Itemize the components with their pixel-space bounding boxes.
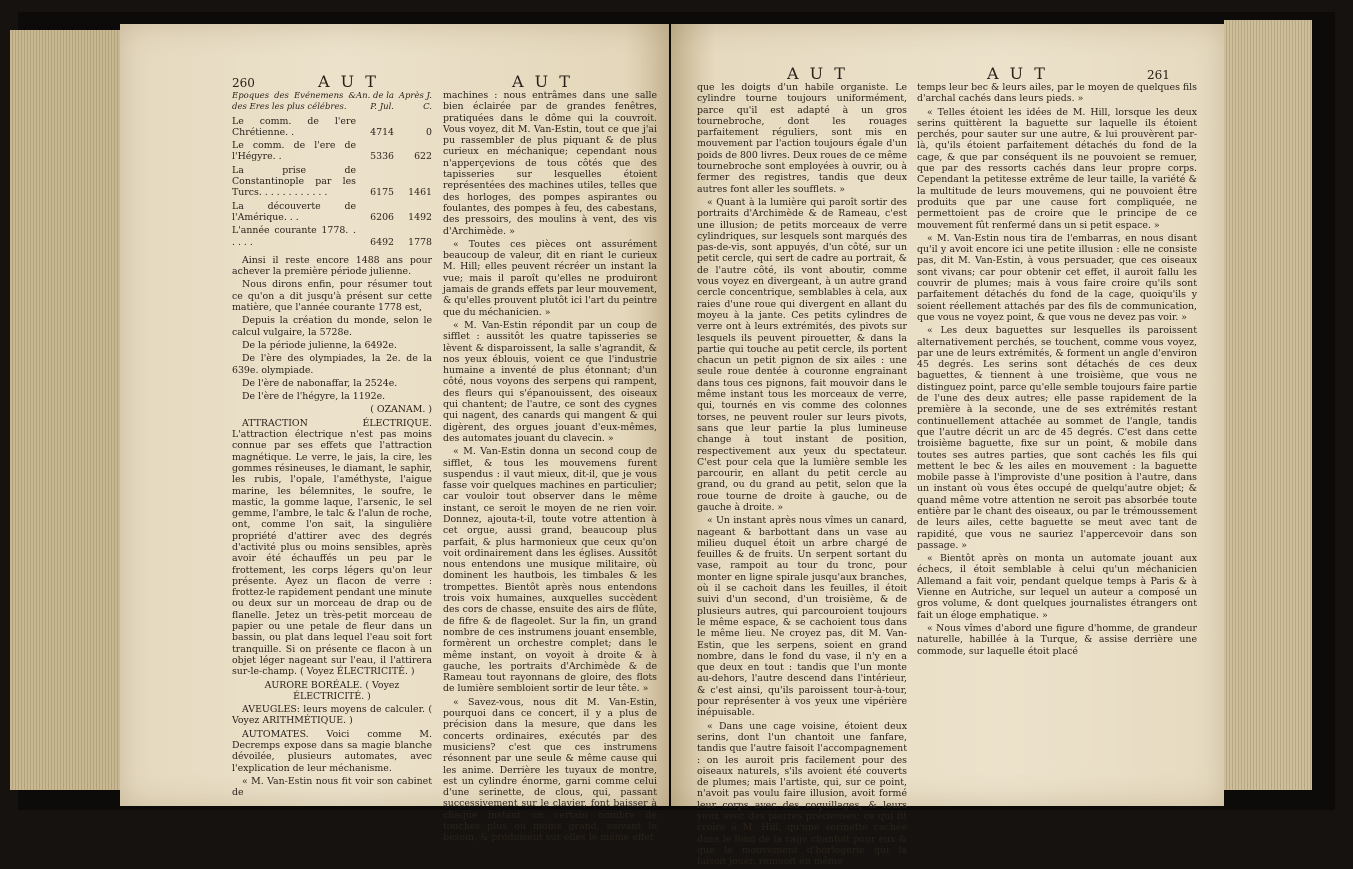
paragraph: « M. Van-Estin donna un second coup de sifflet, & tous les mouvemens furent suspendus : il vaut mieux, dit-il, que je vous fasse voir quelques machines en particulier; car vouloir tout observer dans le même instant, ce seroit le moyen de ne rien voir. Donnez, ajouta-t-il, toute votre attention à cet orgue, aussi grand, beaucoup plus parfait, & plus harmonieux que ceux qu'on voit ordinairement dans les églises. Aussitôt nous entendons une musique militaire, où dominent les hautbois, les timbales & les trompettes. Bientôt après nous entendons trois voix humaines, auxquelles succèdent des cors de chasse, ensuite des airs de flûte, de fifre & de flageolet. Sur la fin, un grand nombre de ces instrumens jouant ensemble, formèrent un orchestre complet; dans le même instant, on voyoit à droite & à gauche, les portraits d'Archimède & de Rameau tout rayonnans de gloire, des flots de lumière sembloient sortir de leur tête. » <box>443 446 657 695</box>
left-page-edges <box>10 30 120 790</box>
table-row: Le comm. de l'ere Chrétienne. . 4714 0 <box>232 115 432 138</box>
left-column-2 <box>443 90 657 846</box>
paragraph: De l'ère de l'hégyre, la 1192e. <box>242 391 386 403</box>
table-row: La prise de Constantinople par les Turcs. . . . . . . . . . . . 6175 1461 <box>232 164 432 199</box>
running-header-center: A U T <box>787 64 848 83</box>
entry-automates: AUTOMATES. Voici comme M. Decremps expose dans sa magie blanche dévoilée, plusieurs automates, avec l'explication de leur méchanisme. <box>232 728 432 774</box>
paragraph: « Dans une cage voisine, étoient deux serins, dont l'un chantoit une fanfare, tandis que l'autre faisoit l'accompagnement : on les auroit pris facilement pour des oiseaux naturels, s'ils avoient été couverts de plumes; mais l'artiste, qui, sur ce point, n'avoit pas voulu faire illusion, avoit formé leur corps avec des coquillages, & leurs yeux avec des pierres précieuses; ce qui fit croire à M. Hill, qu'une serinette cachée dans le fond de la cage chantoit pour eux & que le mouvement d'horlogerie qui la faisoit jouer, remuoit en même <box>697 720 907 868</box>
running-header: A U T <box>318 72 379 91</box>
attribution: ( OZANAM. ) <box>370 404 432 416</box>
table-row: L'année courante 1778. . . . . . 6492 1778 <box>232 225 432 248</box>
paragraph: machines : nous entrâmes dans une salle bien éclairée par de grandes fenêtres, pratiquées dans le dôme qui la couvroit. Vous voyez, dit M. Van-Estin, tout ce que j'ai pu rassembler de plus piquant & de plus curieux en méchanique; cependant nous n'apperçevions de tous côtés que des tapisseries sur lesquelles étoient représentées des machines utiles, telles que des horloges, des pompes aspirantes ou foulantes, des pompes à feu, des cabestans, des pressoirs, des moulins à vent, des vis d'Archimède. » <box>443 90 657 237</box>
paragraph: De l'ère de nabonaffar, la 2524e. <box>242 377 398 389</box>
paragraph: « Un instant après nous vîmes un canard, nageant & barbottant dans un vase au milieu duquel étoit un arbre chargé de feuilles & de fruits. Un serpent sortant du vase, rampoit au tour du tronc, pour monter en ligne spirale jusqu'aux branches, où il se cachoit dans les feuilles, il étoit suivi d'un second, d'un troisième, & de plusieurs autres, qui parcouroient toujours le même espace, & se cachoient tous dans le même lieu. Ne croyez pas, dit M. Van-Estin, que les serpens, soient en grand nombre, dans le fond du vase, il n'y en a que deux en tout : tandis que l'un monte au-dehors, l'autre descend dans l'intérieur, & c'est ainsi, qu'ils paroissent tour-à-tour, pour représenter à vos yeux une vipérière inépuisable. <box>697 515 907 719</box>
running-header-center: A U T <box>512 72 573 91</box>
entry-aveugles: AVEUGLES: leurs moyens de calculer. ( Voyez ARITHMÉTIQUE. ) <box>232 704 432 727</box>
left-page <box>120 24 669 844</box>
page-number: 260 <box>232 76 255 90</box>
right-column-2 <box>917 82 1197 659</box>
right-page <box>671 24 1224 868</box>
table-header: Après J. C. <box>398 91 432 113</box>
left-column-1 <box>232 90 432 801</box>
right-column-1 <box>697 82 907 869</box>
paragraph: « Telles étoient les idées de M. Hill, lorsque les deux serins quittèrent la baguette sur laquelle ils étoient perchés, pour sauter sur une autre, & lui prouvèrent par-là, qu'ils étoient parfaitement détachés du fond de la cage, & que par conséquent ils ne pouvoient se remuer, que par des ressorts cachés dans leur propre corps. Cependant la petitesse extrême de leur taille, la variété & la multitude de leurs mouvemens, qui ne pouvoient être produits que par une cause fort compliquée, ne permettoient pas de croire que le principe de ce mouvement fût renfermé dans un si petit espace. » <box>917 106 1197 231</box>
paragraph: Depuis la création du monde, selon le calcul vulgaire, la 5728e. <box>232 315 432 338</box>
paragraph: « Nous vîmes d'abord une figure d'homme, de grandeur naturelle, habillée à la Turque, & assise derrière une commode, sur laquelle étoit placé <box>917 622 1197 657</box>
table-header: An. de la P. Jul. <box>356 91 394 113</box>
chronology-table <box>232 90 432 249</box>
paragraph: De l'ère des olympiades, la 2e. de la 639e. olympiade. <box>232 353 432 376</box>
paragraph: Ainsi il reste encore 1488 ans pour achever la première période julienne. <box>232 254 432 278</box>
paragraph: « Bientôt après on monta un automate jouant aux échecs, il étoit semblable à celui qu'un méchanicien Allemand a fait voir, pendant quelque temps à Paris & à Vienne en Autriche, sur lequel un auteur a composé un gros volume, & dont quelques journalistes étrangers ont fait un éloge emphatique. » <box>917 553 1197 621</box>
paragraph: « Toutes ces pièces ont assurément beaucoup de valeur, dit en riant le curieux M. Hill; elles peuvent récréer un instant la vue; mais il paroît qu'elles ne produiront jamais de grands effets par leur mouvement, & qu'elles prouvent plutôt ici l'art du peintre que du méchanicien. » <box>443 238 657 318</box>
paragraph: « M. Van-Estin nous fit voir son cabinet de <box>232 775 432 799</box>
paragraph: temps leur bec & leurs ailes, par le moyen de quelques fils d'archal cachés dans leurs pieds. » <box>917 82 1197 105</box>
paragraph: que les doigts d'un habile organiste. Le cylindre tourne toujours uniformément, parce qu'il est adapté à un gros tournebroche, dont les rouages parfaitement réguliers, sont mis en mouvement par l'action toujours égale d'un poids de 800 livres. Deux roues de ce même tournebroche sont employées à ouvrir, ou à fermer des registres, tandis que deux autres font aller les soufflets. » <box>697 82 907 195</box>
table-header: Epoques des Evénemens & des Eres les plus célébres. <box>232 91 356 113</box>
table-row: La découverte de l'Amérique. . . 6206 1492 <box>232 200 432 223</box>
paragraph: Nous dirons enfin, pour résumer tout ce qu'on a dit jusqu'à présent sur cette matière, que l'année courante 1778 est, <box>232 279 432 314</box>
page-number: 261 <box>1147 68 1170 82</box>
table-row: Le comm. de l'ere de l'Hégyre. . 5336 622 <box>232 140 432 163</box>
entry-attraction: ATTRACTION ÉLECTRIQUE. L'attraction électrique n'est pas moins connue par ses effets que l'attraction magnétique. Le verre, le jais, la cire, les gommes résineuses, le diamant, le saphir, les rubis, l'opale, l'améthyste, l'aigue marine, les bélemnites, le soufre, le mastic, la gomme laque, l'arsenic, le sel gemme, l'ambre, le talc & l'alun de roche, ont, comme l'on sait, la singulière propriété d'attirer avec des degrés d'activité plus ou moins sensibles, après avoir été échauffés un peu par le frottement, les corps légers qu'on leur présente. Ayez un flacon de verre : frottez-le rapidement pendant une minute ou deux sur un morceau de drap ou de flanelle. Jetez un très-petit morceau de papier ou une petale de fleur dans un bassin, ou plat dans lequel l'eau soit fort tranquille. Si on présente ce flacon à un objet léger nageant sur l'eau, il l'attirera sur-le-champ. ( Voyez ÉLECTRICITÉ. ) <box>232 417 433 678</box>
paragraph: « M. Van-Estin nous tira de l'embarras, en nous disant qu'il y avoit encore ici une petite illusion : elle ne consiste pas, dit M. Van-Estin, à vous persuader, que ces oiseaux sont vivans; car pour obtenir cet effet, il auroit fallu les couvrir de plumes; mais à vous faire croire qu'ils sont parfaitement détachés du fond de la cage, quoiqu'ils y soient réellement attachés par des fils de communication, que vous ne voyez point, & que vous ne devez pas voir. » <box>917 232 1197 323</box>
paragraph: De la période julienne, la 6492e. <box>242 339 397 351</box>
paragraph: « Les deux baguettes sur lesquelles ils paroissent alternativement perchés, se touchent, comme vous voyez, par une de leurs extrémités, & forment un angle d'environ 45 degrés. Les serins sont détachés de ces deux baguettes, & tiennent à une troisième, que vous ne distinguez point, parce qu'elle semble toujours faire partie de l'une des deux autres; elle passe rapidement de la première à la seconde, une de ses extrémités restant continuellement attachée au sommet de l'angle, tandis que l'autre décrit un arc de 45 degrés. C'est dans cette troisième baguette, fixe sur un point, & mobile dans toutes ses autres parties, que sont cachés les fils qui mettent le bec & les ailes en mouvement : la baguette mobile passe à l'improviste d'une position à l'autre, dans un instant où vous êtes occupé de quelqu'autre objet; & quand même votre attention ne seroit pas absorbée toute entière par le chant des oiseaux, ou par le trémoussement de leurs ailes, cette baguette se meut avec tant de rapidité, que vous ne sauriez l'appercevoir dans son passage. » <box>917 325 1197 551</box>
running-header: A U T <box>987 64 1048 83</box>
right-page-edges <box>1224 20 1312 790</box>
paragraph: « Savez-vous, nous dit M. Van-Estin, pourquoi dans ce concert, il y a plus de précision dans la mesure, que dans les concerts ordinaires, exécutés par des musiciens? c'est que ces instrumens résonnent par une seule & même cause qui les anime. Derrière les tuyaux de montre, est un cylindre énorme, garni comme celui d'une serinette, de clous, qui, passant successivement sur le clavier, font baisser à chaque instant un certain nombre de touches plus ou moins grand, suivant le besoin, & produisent sur elles le même effet <box>443 696 657 844</box>
paragraph: « M. Van-Estin répondit par un coup de sifflet : aussitôt les quatre tapisseries se lèvent & disparoissent, la salle s'agrandit, & nos yeux éblouis, voient ce que l'industrie humaine a inventé de plus étonnant; d'un côté, nous voyons des serpens qui rampent, des fleurs qui s'épanouissent, des oiseaux qui chantent; de l'autre, ce sont des cygnes qui nagent, des canards qui mangent & qui digèrent, des orgues jouant d'eux-mêmes, des automates jouant du clavecin. » <box>443 319 657 444</box>
entry-aurore: AURORE BORÉALE. ( Voyez ÉLECTRICITÉ. ) <box>264 679 400 702</box>
paragraph: « Quant à la lumière qui paroît sortir des portraits d'Archimède & de Rameau, c'est une illusion; de petits morceaux de verre cylindriques, sur lesquels sont marqués des pas-de-vis, sont appuyés, d'un côté, sur un petit cercle, qui sert de cadre au portrait, & de l'autre côté, ils vont aboutir, comme vous voyez en divergeant, à un autre grand cercle concentrique, semblables à cela, aux raies d'une roue qui divergent en allant du moyeu à la jante. Ces petits cylindres de verre ont à leurs extrémités, des pivots sur lesquels ils peuvent pirouetter, & dans la partie qui touche au petit cercle, ils portent chacun un petit pignon de six ailes : une seule roue dentée à couronne engrainant dans tous ces pignons, fait mouvoir dans le même instant tous les morceaux de verre, qui, tournés en vis comme des colonnes torses, ne peuvent rouler sur leurs pivots, sans que leur partie la plus lumineuse change à tout instant de position, respectivement aux yeux du spectateur. C'est pour cela que la lumière semble les parcourir, en allant du petit cercle au grand, ou du grand au petit, selon que la roue tourne de droite à gauche, ou de gauche à droite. » <box>697 196 907 513</box>
